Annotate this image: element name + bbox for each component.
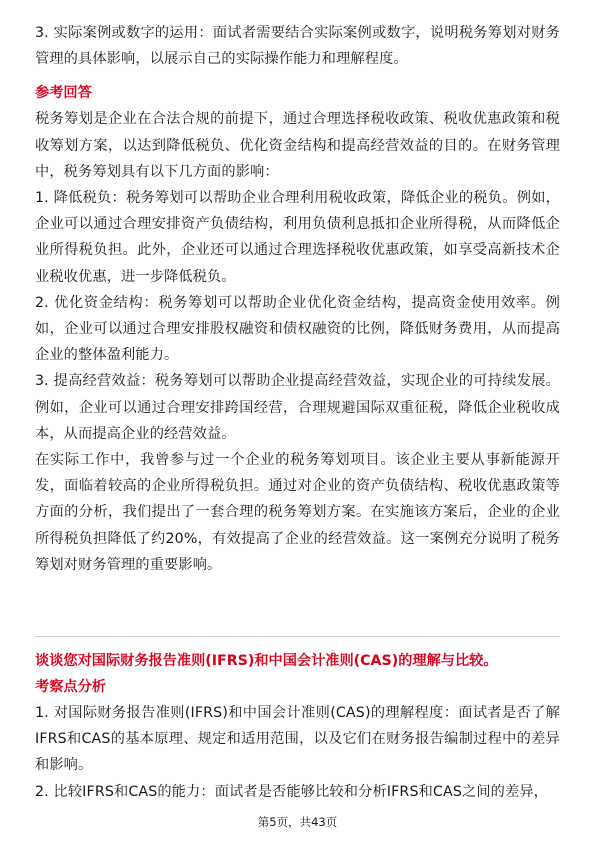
answer-point-3: 3. 提高经营效益：税务筹划可以帮助企业提高经营效益，实现企业的可持续发展。例如，企业可以通过合理安排跨国经营，合理规避国际双重征税，降低企业税收成本，从而提高企业的经营效益。 [35,373,560,442]
analysis-point-2: 2. 比较IFRS和CAS的能力：面试者是否能够比较和分析IFRS和CAS之间的差异， [35,783,549,800]
reference-answer-heading: 参考回答 [35,85,92,102]
answer-point-2: 2. 优化资金结构：税务筹划可以帮助企业优化资金结构，提高资金使用效率。例如，企业可以通过合理安排股权融资和债权融资的比例，降低财务费用，从而提高企业的整体盈利能力。 [35,294,560,364]
page-content [35,20,560,578]
analysis-point-3: 3. 实际案例或数字的运用：面试者需要结合实际案例或数字，说明税务筹划对财务管理的具体影响，以展示自己的实际操作能力和理解程度。 [35,25,560,68]
page-content-2 [35,648,560,805]
section-divider [35,636,560,637]
answer-intro: 税务筹划是企业在合法合规的前提下，通过合理选择税收政策、税收优惠政策和税收筹划方案，以达到降低税负、优化资金结构和提高经营效益的目的。在财务管理中，税务筹划具有以下几方面的影响： [35,111,560,180]
analysis-point-1: 1. 对国际财务报告准则(IFRS)和中国会计准则(CAS)的理解程度：面试者是否了解IFRS和CAS的基本原理、规定和适用范围，以及它们在财务报告编制过程中的差异和影响。 [35,705,560,774]
question-heading: 谈谈您对国际财务报告准则(IFRS)和中国会计准则(CAS)的理解与比较。 [35,653,498,669]
answer-point-1: 1. 降低税负：税务筹划可以帮助企业合理利用税收政策，降低企业的税负。例如，企业可以通过合理安排资产负债结构，利用负债利息抵扣企业所得税，从而降低企业所得税负担。此外，企业还可以通过合理选择税收优惠政策，如享受高新技术企业税收优惠，进一步降低税负。 [35,190,560,285]
page-number: 第5页，共43页 [257,815,338,829]
analysis-heading: 考察点分析 [35,679,106,695]
case-paragraph: 在实际工作中，我曾参与过一个企业的税务筹划项目。该企业主要从事新能源开发，面临着较高的企业所得税负担。通过对企业的资产负债结构、税收优惠政策等方面的分析，我们提出了一套合理的税务筹划方案。在实施该方案后，企业的企业所得税负担降低了约20%，有效提高了企业的经营效益。这一案例充分说明了税务筹划对财务管理的重要影响。 [35,452,560,573]
